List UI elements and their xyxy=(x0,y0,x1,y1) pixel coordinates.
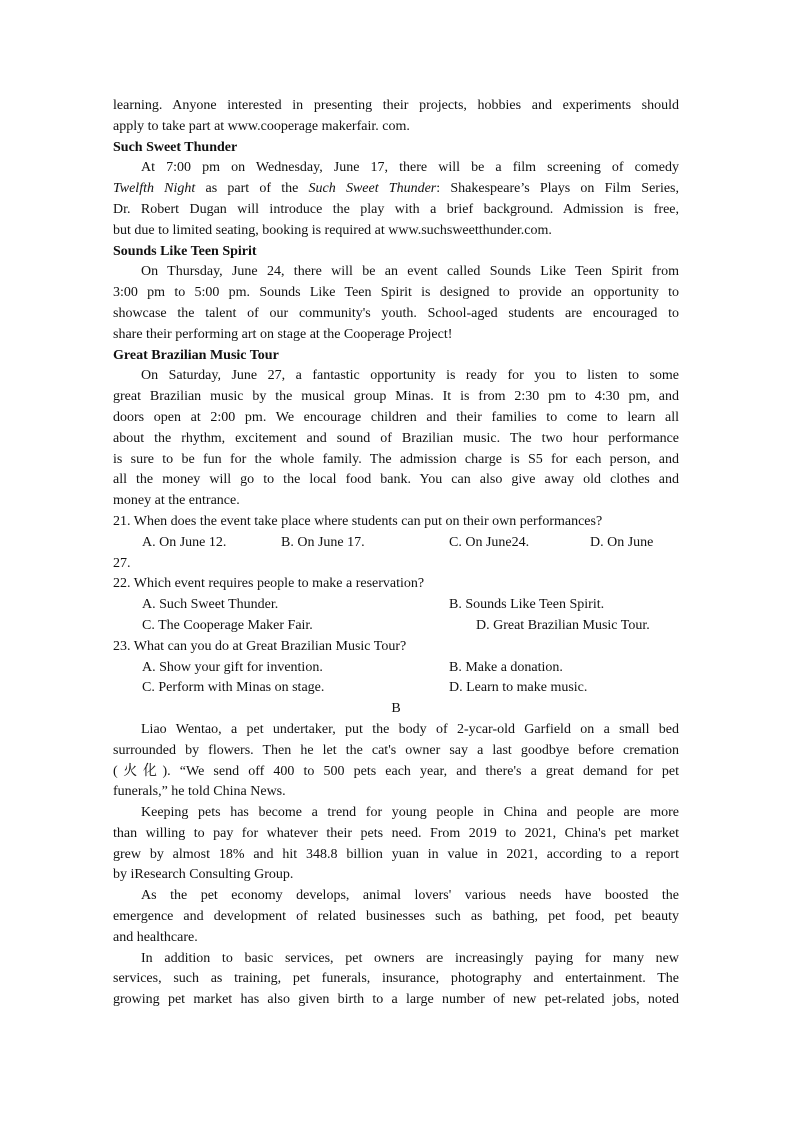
event4-line-6: all the money will go to the local food bank. You can also give away old clothes and xyxy=(113,472,679,488)
option-b: B. Sounds Like Teen Spirit. xyxy=(449,597,605,613)
event2-line-2 xyxy=(113,179,679,200)
passage-b-p1-line-3: (火化). “We send off 400 to 500 pets each year, and there's a great demand for pet xyxy=(113,763,679,779)
passage-b-p4-line-3: growing pet market has also given birth to a large number of new pet-related jobs, noted xyxy=(113,992,679,1008)
passage-b-p3-line-3: and healthcare. xyxy=(113,929,198,945)
document-page xyxy=(113,96,679,1011)
event4-line-5: is sure to be fun for the whole family. The admission charge is S5 for each person, and xyxy=(113,451,679,467)
option-a: A. On June 12. xyxy=(142,534,227,550)
option-c: C. Perform with Minas on stage. xyxy=(142,680,325,696)
event4-line-1: On Saturday, June 27, a fantastic opportunity is ready for you to listen to some xyxy=(141,368,679,384)
event-title-such-sweet-thunder: Such Sweet Thunder xyxy=(113,139,238,155)
event4-line-4: about the rhythm, excitement and sound of Brazilian music. The two hour performance xyxy=(113,430,679,446)
option-d: D. On June xyxy=(590,534,654,550)
passage-b-p1-line-1: Liao Wentao, a pet undertaker, put the body of 2-ycar-old Garfield on a small bed xyxy=(141,721,679,737)
passage-b-p3-line-1: As the pet economy develops, animal lovers' various needs have boosted the xyxy=(141,888,679,904)
passage-b-p2-line-4: by iResearch Consulting Group. xyxy=(113,867,294,883)
event4-line-3: doors open at 2:00 pm. We encourage children and their families to come to learn all xyxy=(113,409,679,425)
question-23-options-row-2 xyxy=(113,678,679,699)
option-c: C. The Cooperage Maker Fair. xyxy=(142,617,313,633)
question-21-stem: 21. When does the event take place where students can put on their own performances? xyxy=(113,513,603,529)
passage-b-p4-line-1: In addition to basic services, pet owners are increasingly paying for many new xyxy=(141,950,679,966)
question-22-options-row-1 xyxy=(113,595,679,616)
question-22-stem: 22. Which event requires people to make a reservation? xyxy=(113,576,425,592)
event2-line-3: Dr. Robert Dugan will introduce the play with a brief background. Admission is free, xyxy=(113,201,679,217)
event4-line-2: great Brazilian music by the musical group Minas. It is from 2:30 pm to 4:30 pm, and xyxy=(113,389,679,405)
option-b: B. On June 17. xyxy=(281,534,365,550)
passage-b-p2-line-1: Keeping pets has become a trend for young people in China and people are more xyxy=(141,805,679,821)
passage-b-p2-line-3: grew by almost 18% and hit 348.8 billion yuan in value in 2021, according to a report xyxy=(113,846,679,862)
passage-b-p3-line-2: emergence and development of related businesses such as bathing, pet food, pet beauty xyxy=(113,909,679,925)
option-a: A. Show your gift for invention. xyxy=(142,659,323,675)
passage-b-label: B xyxy=(391,701,401,717)
question-22-options-row-2 xyxy=(113,616,679,637)
event3-line-1: On Thursday, June 24, there will be an event called Sounds Like Teen Spirit from xyxy=(141,264,679,280)
question-21-wrap: 27. xyxy=(113,555,131,571)
event3-line-4: share their performing art on stage at the Cooperage Project! xyxy=(113,326,453,342)
event2-line-4: but due to limited seating, booking is required at www.suchsweetthunder.com. xyxy=(113,222,552,238)
event4-line-7: money at the entrance. xyxy=(113,493,240,509)
question-21-options xyxy=(113,533,679,554)
event-title-great-brazilian-music-tour: Great Brazilian Music Tour xyxy=(113,347,279,363)
film-title: Twelfth Night xyxy=(113,181,196,197)
passage-b-p1-line-4: funerals,” he told China News. xyxy=(113,784,286,800)
option-c: C. On June24. xyxy=(449,534,530,550)
question-23-stem: 23. What can you do at Great Brazilian Music Tour? xyxy=(113,638,407,654)
option-b: B. Make a donation. xyxy=(449,659,563,675)
event2-line-2-end: : Shakespeare’s Plays on Film Series, xyxy=(436,181,679,197)
event-title-sounds-like-teen-spirit: Sounds Like Teen Spirit xyxy=(113,243,257,259)
intro-line-1: learning. Anyone interested in presenting their projects, hobbies and experiments should xyxy=(113,98,679,113)
question-23-options-row-1 xyxy=(113,658,679,679)
passage-b-p4-line-2: services, such as training, pet funerals, insurance, photography and entertainment. The xyxy=(113,971,679,987)
event2-line-2-mid: as part of the xyxy=(195,181,309,197)
option-d: D. Great Brazilian Music Tour. xyxy=(476,617,650,633)
option-d: D. Learn to make music. xyxy=(449,680,588,696)
option-a: A. Such Sweet Thunder. xyxy=(142,597,279,613)
series-title: Such Sweet Thunder xyxy=(308,181,437,197)
intro-line-2: apply to take part at www.cooperage makerfair. com. xyxy=(113,118,410,134)
passage-b-p2-line-2: than willing to pay for whatever their pets need. From 2019 to 2021, China's pet market xyxy=(113,825,679,841)
event3-line-2: 3:00 pm to 5:00 pm. Sounds Like Teen Spirit is designed to provide an opportunity to xyxy=(113,285,679,301)
event2-line-1: At 7:00 pm on Wednesday, June 17, there will be a film screening of comedy xyxy=(141,160,679,176)
event3-line-3: showcase the talent of our community's youth. School-aged students are encouraged to xyxy=(113,305,679,321)
passage-b-p1-line-2: surrounded by flowers. Then he let the cat's owner say a last goodbye before cremation xyxy=(113,742,679,758)
